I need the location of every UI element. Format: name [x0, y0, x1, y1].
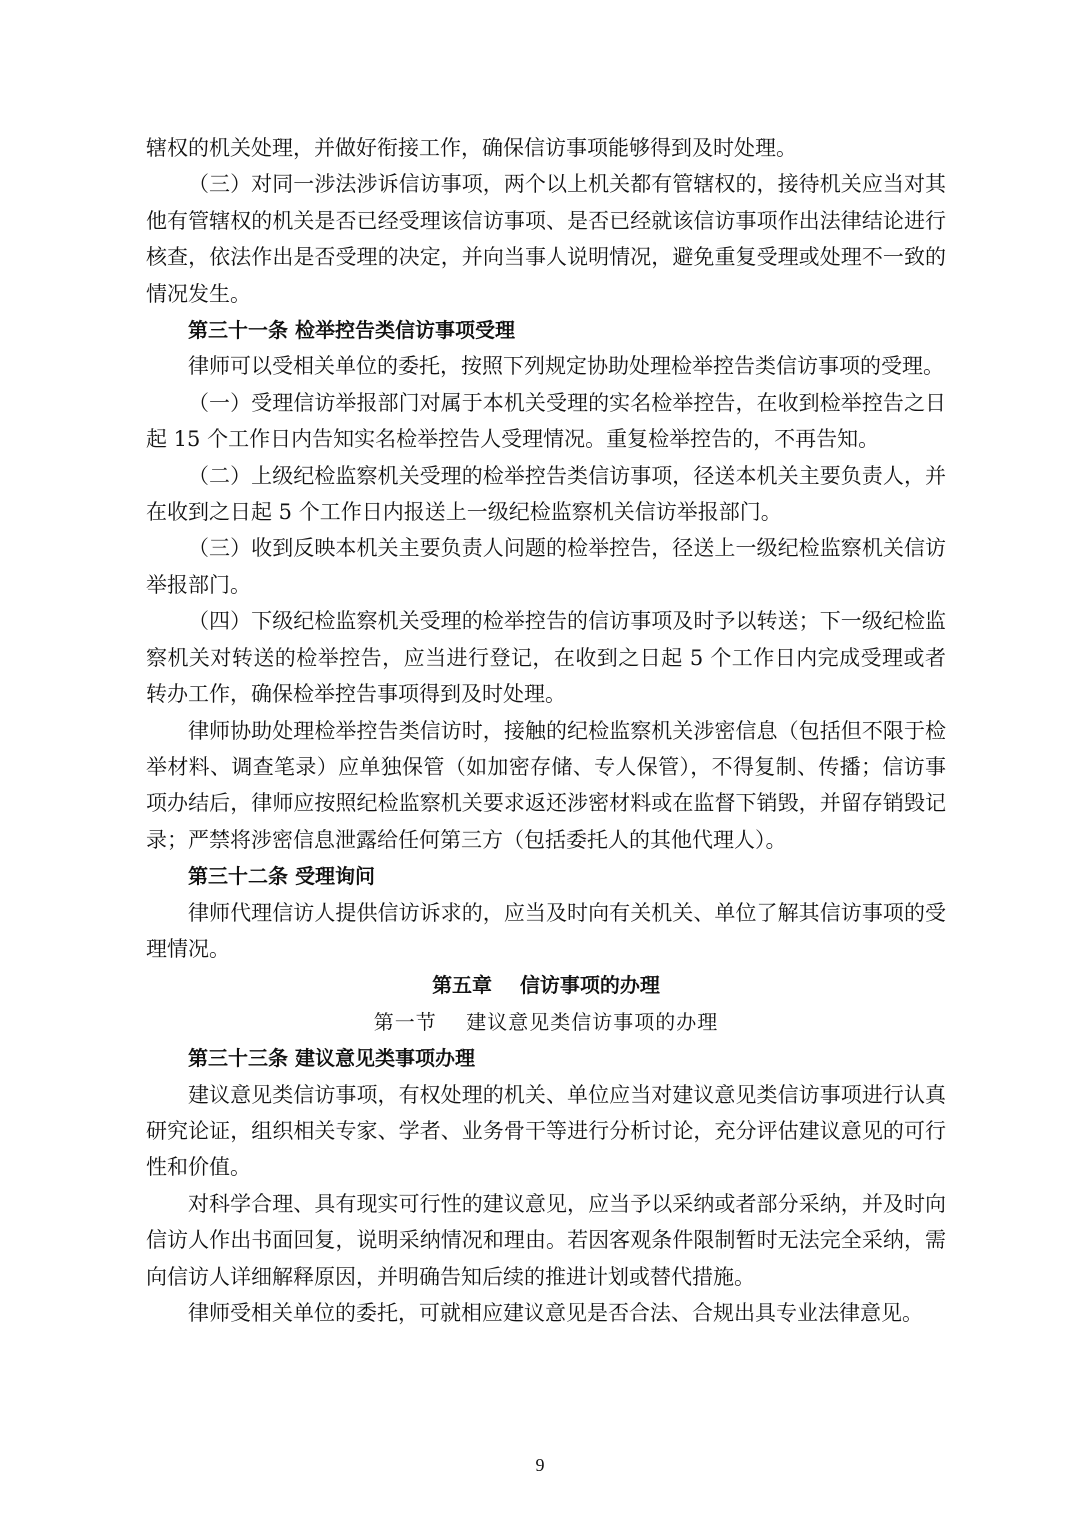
- paragraph: （三）对同一涉法涉诉信访事项，两个以上机关都有管辖权的，接待机关应当对其他有管辖权的机关是否已经受理该信访事项、是否已经就该信访事项作出法律结论进行核查，依法作出是否受理的决定，并向当事人说明情况，避免重复受理或处理不一致的情况发生。: [146, 172, 946, 306]
- paragraph: （三）收到反映本机关主要负责人问题的检举控告，径送上一级纪检监察机关信访举报部门。: [146, 536, 946, 597]
- page-content: [146, 130, 946, 1331]
- chapter-heading: 第五章 信访事项的办理: [432, 973, 660, 998]
- paragraph: 律师协助处理检举控告类信访时，接触的纪检监察机关涉密信息（包括但不限于检举材料、调查笔录）应单独保管（如加密存储、专人保管），不得复制、传播；信访事项办结后，律师应按照纪检监察机关要求返还涉密材料或在监督下销毁，并留存销毁记录；严禁将涉密信息泄露给任何第三方（包括委托人的其他代理人）。: [146, 718, 946, 852]
- paragraph: 律师受相关单位的委托，可就相应建议意见是否合法、合规出具专业法律意见。: [188, 1301, 923, 1325]
- article-heading-32: 第三十二条 受理询问: [188, 864, 375, 889]
- paragraph: 律师可以受相关单位的委托，按照下列规定协助处理检举控告类信访事项的受理。: [188, 354, 944, 379]
- section-heading: 第一节 建议意见类信访事项的办理: [373, 1009, 719, 1034]
- paragraph: （一）受理信访举报部门对属于本机关受理的实名检举控告，在收到检举控告之日起 15 个工作日内告知实名检举控告人受理情况。重复检举控告的，不再告知。: [146, 390, 946, 452]
- article-heading-31: 第三十一条 检举控告类信访事项受理: [188, 318, 515, 343]
- page-number: 9: [535, 1455, 545, 1475]
- paragraph: 律师代理信访人提供信访诉求的，应当及时向有关机关、单位了解其信访事项的受理情况。: [146, 900, 946, 961]
- paragraph: 对科学合理、具有现实可行性的建议意见，应当予以采纳或者部分采纳，并及时向信访人作出书面回复，说明采纳情况和理由。若因客观条件限制暂时无法完全采纳，需向信访人详细解释原因，并明确告知后续的推进计划或替代措施。: [146, 1191, 946, 1289]
- paragraph-continuation: 辖权的机关处理，并做好衔接工作，确保信访事项能够得到及时处理。: [146, 136, 797, 160]
- paragraph: （四）下级纪检监察机关受理的检举控告的信访事项及时予以转送；下一级纪检监察机关对转送的检举控告，应当进行登记，在收到之日起 5 个工作日内完成受理或者转办工作，确保检举控告事项得到及时处理。: [146, 609, 946, 707]
- paragraph: （二）上级纪检监察机关受理的检举控告类信访事项，径送本机关主要负责人，并在收到之日起 5 个工作日内报送上一级纪检监察机关信访举报部门。: [146, 463, 946, 525]
- paragraph: 建议意见类信访事项，有权处理的机关、单位应当对建议意见类信访事项进行认真研究论证，组织相关专家、学者、业务骨干等进行分析讨论，充分评估建议意见的可行性和价值。: [146, 1082, 946, 1180]
- article-heading-33: 第三十三条 建议意见类事项办理: [188, 1046, 475, 1071]
